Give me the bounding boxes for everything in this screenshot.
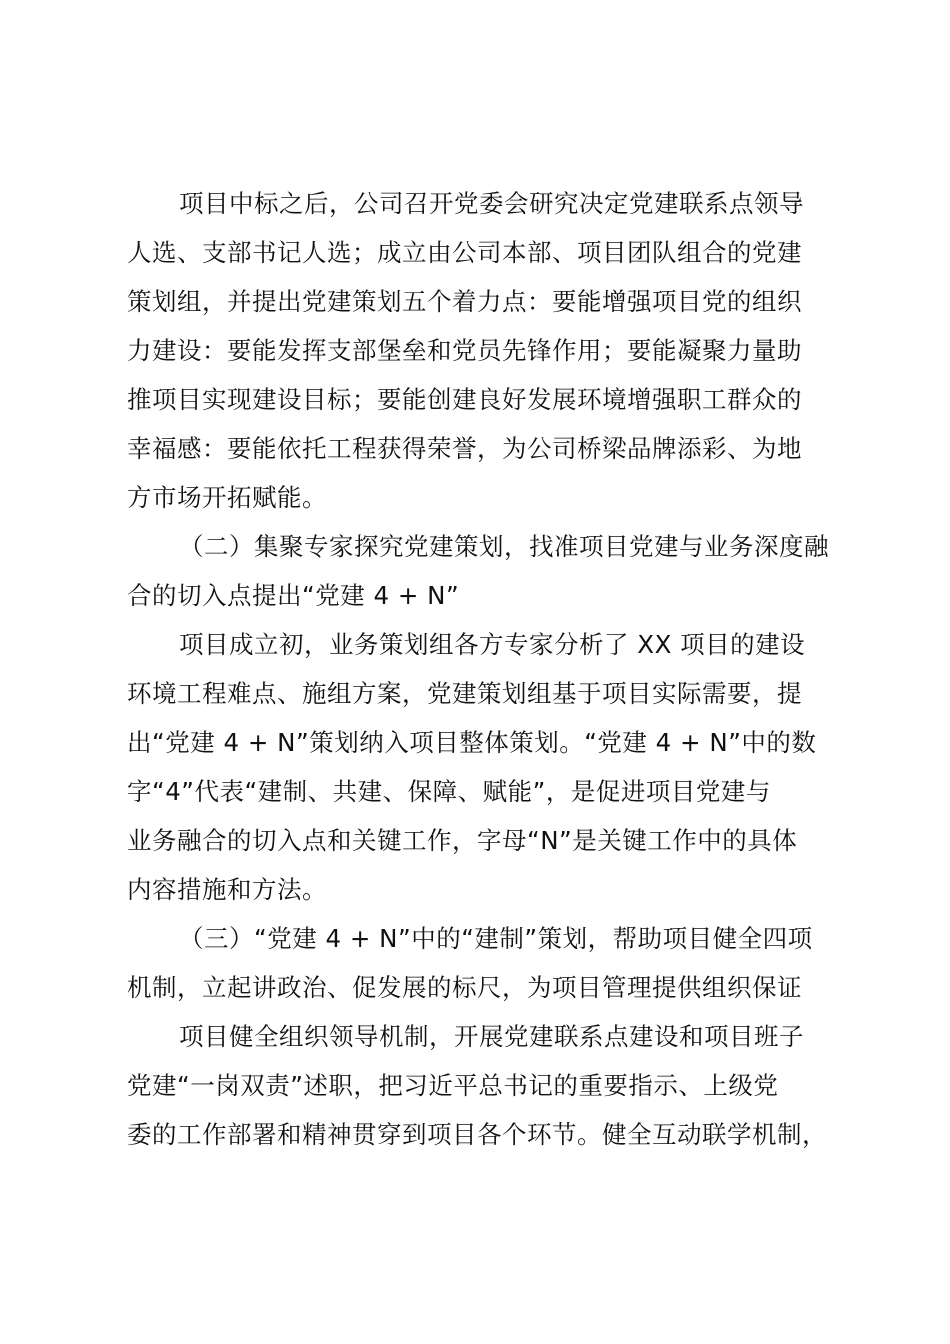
section-heading-line: 合的切入点提出“党建 4 + N” — [127, 581, 460, 610]
paragraph-line: 项目健全组织领导机制，开展党建联系点建设和项目班子 — [179, 1022, 804, 1051]
paragraph-line: 力建设：要能发挥支部堡垒和党员先锋作用；要能凝聚力量助 — [127, 336, 802, 365]
section-heading-line: 机制，立起讲政治、促发展的标尺，为项目管理提供组织保证 — [127, 973, 802, 1002]
paragraph-line: 出“党建 4 + N”策划纳入项目整体策划。“党建 4 + N”中的数 — [127, 728, 817, 757]
paragraph-line: 策划组，并提出党建策划五个着力点：要能增强项目党的组织 — [127, 287, 802, 316]
paragraph-line: 业务融合的切入点和关键工作，字母“N”是关键工作中的具体 — [127, 826, 798, 855]
paragraph-line: 人选、支部书记人选；成立由公司本部、项目团队组合的党建 — [127, 238, 802, 267]
paragraph-line: 字“4”代表“建制、共建、保障、赋能”，是促进项目党建与 — [127, 777, 771, 806]
paragraph-line: 内容措施和方法。 — [127, 875, 327, 904]
paragraph-line: 党建“一岗双责”述职，把习近平总书记的重要指示、上级党 — [127, 1071, 779, 1100]
paragraph-line: 方市场开拓赋能。 — [127, 483, 327, 512]
section-heading-line: （三）“党建 4 + N”中的“建制”策划，帮助项目健全四项 — [179, 924, 813, 953]
paragraph-line: 委的工作部署和精神贯穿到项目各个环节。健全互动联学机制， — [127, 1120, 827, 1149]
paragraph-line: 幸福感：要能依托工程获得荣誉，为公司桥梁品牌添彩、为地 — [127, 434, 802, 463]
paragraph-line: 推项目实现建设目标；要能创建良好发展环境增强职工群众的 — [127, 385, 802, 414]
paragraph-line: 环境工程难点、施组方案，党建策划组基于项目实际需要，提 — [127, 679, 802, 708]
paragraph-line: 项目成立初，业务策划组各方专家分析了 XX 项目的建设 — [179, 630, 806, 659]
section-heading-line: （二）集聚专家探究党建策划，找准项目党建与业务深度融 — [179, 532, 829, 561]
paragraph-line: 项目中标之后，公司召开党委会研究决定党建联系点领导 — [179, 189, 804, 218]
